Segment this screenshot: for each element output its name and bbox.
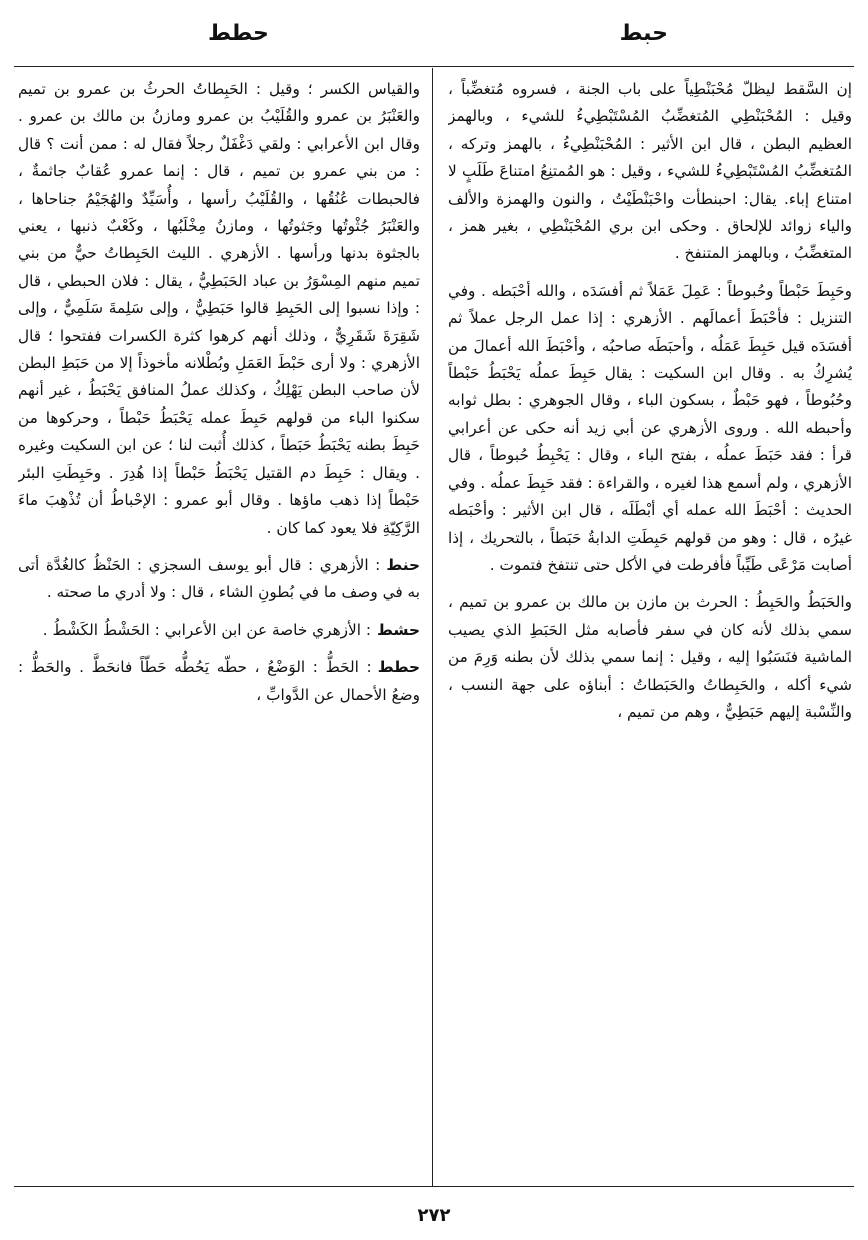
entry-headword: حطط [377,658,420,677]
header-right-word: حبط [619,21,668,46]
paragraph: وحَبِطَ حَبْطاً وحُبوطاً : عَمِلَ عَمَلاً ثم أفسَدَه ، والله أحْبَطه . وفي التنزيل : فأحْبَطَ أعمالَهم . الأزهري : إذا عمل الرجل عملاً ثم أفسَدَه قيل حَبِطَ عَمَلُه ، وأحبَطَه صاحبُه ، وأحْبَطَ الله أعمالَ من يُشرِكُ به . وقال ابن السكيت : يقال حَبِطَ عملُه يَحْبَطُ حَبْطاً وحُبُوطاً ، فهو حَبْطٌ ، بسكون الباء ، وقال الجوهري : بطل ثوابه وأحبطه الله . وروى الأزهري عن أبي زيد أنه حكى عن أعرابي قرأ : فقد حَبَطَ عملُه ، بفتح الباء ، وقال : يَحْبِطُ حُبوطاً ، قال الأزهري ، ولم أسمع هذا لغيره ، والقراءة : فقد حَبِطَ عملُه . وفي الحديث : أحْبَطَ الله عمله أي أبْطَلَه ، قال ابن الأثير : وأحْبَطه غيرُه ، قال : وهو من قولهم حَبِطَتِ الدابةُ حَبَطاً ، بالتحريك ، إذا أصابت مَرْعًى طَيِّباً فأفرطت في الأكل حتى تنتفخ فتموت . [448,281,852,574]
entry-hnt [18,552,420,607]
entry-text: : الأزهري : قال أبو يوسف السجزي : الحَنْظُ كالغُدَّة أتى به في وصف ما في بُطونِ الشاء ، قال : ولا أدري ما صحته . [18,555,420,602]
paragraph: إن السَّقط ليظلّ مُحْبَنْطِياً على باب الجنة ، فسروه مُتغضِّباً ، وقيل : المُحْبَنْطِي المُتغضِّبُ المُسْتَبْطِيءُ للشيء ، وبالهمز العظيم البطن ، قال ابن الأثير : المُحْبَنْطِيءُ ، بالهمز وتركه ، المُتغضِّبُ المُسْتَبْطِيءُ للشيء ، وقيل : هو المُمتنِعُ امتناعَ طَلَبٍ لا امتناع إباء. يقال: احبنطأت واحْبَنْطَيْتُ ، والنون والهمزة والألف والياء زوائد للإلحاق . وحكى ابن بري المُحْبَنْطِي ، بغير همز ، المتغضِّبُ ، وبالهمز المتنفخ . [448,80,852,263]
paragraph: والقياس الكسر ؛ وقيل : الحَبِطاتُ الحرثُ بن عمرو بن تميم والعَنْبَرُ بن عمرو والقُلَيْبُ بن عمرو ومازنُ بن مالك بن عمرو . وقال ابن الأعرابي : ولقي دَغْفَلٌ رجلاً فقال له : ممن أنت ؟ قال : من بني عمرو بن تميم ، قال : إنما عمرو عُقابٌ جاثمةٌ ، فالحبطات عُنُقُها ، والقُلَيْبُ رأسها ، وأُسَيِّدٌ والهُجَيْمُ جناحاها ، والعَنْبَرُ جُثْوتُها وجَثوتُها ، ومازنُ مِخْلَبُها ، وكَعْبٌ ذنبها ، يعني بالجثوة بدنها ورأسها . الأزهري . الليث الحَبِطاتُ حيٌّ من بني تميم منهم المِسْوَرُ بن عباد الحَبَطِيُّ ، يقال : فلان الحبطي ، قال : وإذا نسبوا إلى الحَبِطِ قالوا حَبَطِيٌّ ، وإلى سَلِمةَ سَلَمِيٌّ ، وإلى شَقِرَةَ شَقَرِيٌّ ، وذلك أنهم كرهوا كثرة الكسرات ففتحوا ؛ قال الأزهري : ولا أرى حَبْطَ العَمَلِ وبُطْلانه مأخوذاً إلا من حَبَطِ البطن لأن صاحب البطن يَهْلِكُ ، وكذلك عملُ المنافق يَحْبَطُ ، غير أنهم سكنوا الباء من قولهم حَبِطَ عمله يَحْبَطُ حَبْطاً ، وحركوها من حَبِطَ بطنه يَحْبَطُ حَبَطاً ، كذلك أُثبت لنا ؛ عن ابن السكيت وغيره . ويقال : حَبِطَ دم القتيل يَحْبَطُ حَبْطاً إذا هُدِرَ . وحَبِطَتِ البئر حَبْطاً إذا ذهب ماؤها . وقال أبو عمرو : الإحْباطُ أن تُذْهِبَ ماءَ الرَّكِيّةِ فلا يعود كما كان . [18,80,420,537]
entry-text: : الأزهري خاصة عن ابن الأعرابي : الحَشْطُ الكَشْطُ . [42,620,372,639]
paragraph: والحَبَطُ والحَبِطُ : الحرث بن مازن بن مالك بن عمرو بن تميم ، سمي بذلك لأنه كان في سفر فأصابه مثل الحَبَطِ الذي يصيب الماشية فنَسَبُوا إليه ، وقيل : إنما سمي بذلك لأن بطنه وَرِمَ من شيء أكله ، والحَبِطاتُ والحَبَطاتُ : أبناؤه على جهة النسب ، والنِّسْبة إليهم حَبَطِيٌّ ، وهم من تميم ، [448,593,852,721]
left-column [18,76,420,1180]
entry-htt [18,654,420,709]
running-header [0,14,868,54]
column-divider [432,68,433,1186]
right-column [448,76,852,1180]
page-number: ٢٧٢ [417,1205,451,1226]
bottom-rule [14,1186,854,1187]
entry-text: : الحَطُّ : الوَضْعُ ، حطّه يَحُطُّه حَطّاً فانحَطَّ . والحَطُّ : وضعُ الأحمال عن الدَّوابِّ ، [18,658,420,704]
header-left-word: حطط [208,21,269,46]
entry-headword: حنط [386,555,420,574]
entry-headword: حشط [377,620,420,639]
entry-hsht [18,617,420,644]
top-rule [14,66,854,67]
